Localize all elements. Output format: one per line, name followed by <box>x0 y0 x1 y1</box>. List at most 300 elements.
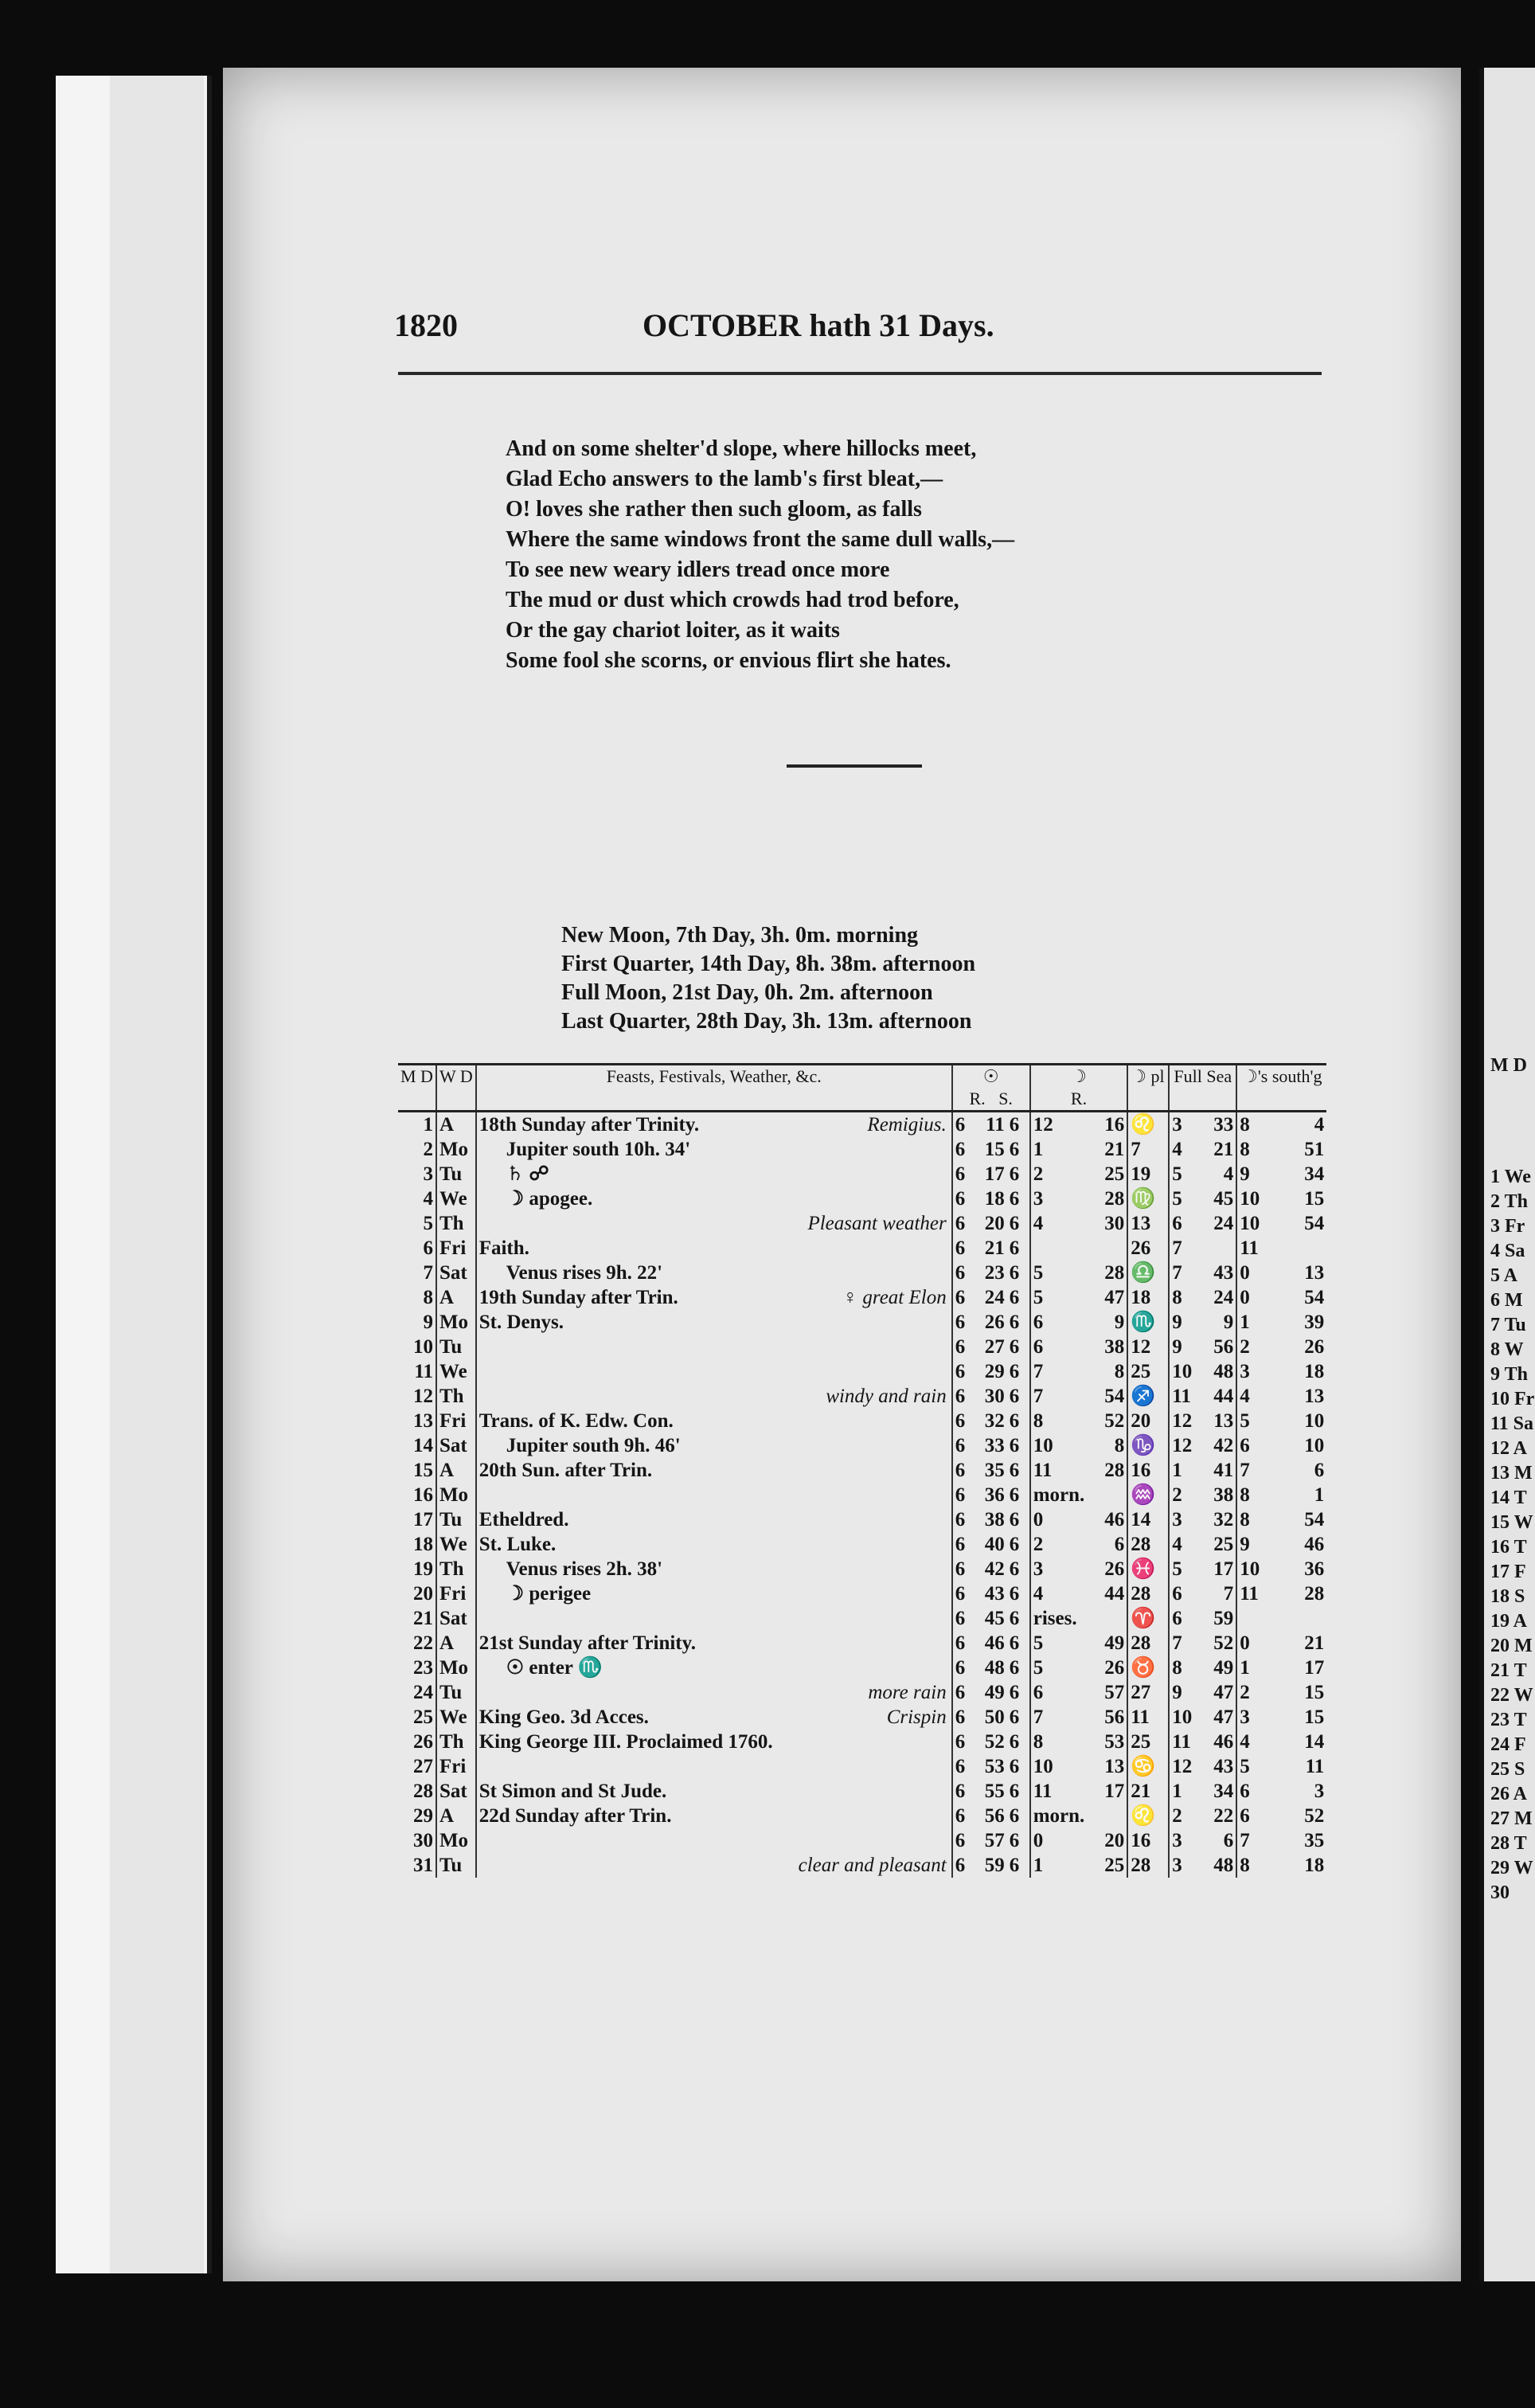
sun-set-hour: 6 <box>1007 1581 1030 1606</box>
moon-south-min: 11 <box>1305 1756 1325 1777</box>
sun-set-hour: 6 <box>1007 1285 1030 1310</box>
moon-place: 12 <box>1127 1335 1169 1359</box>
moon-rise-min: 13 <box>1087 1754 1127 1779</box>
moon-rise-min: 20 <box>1087 1828 1127 1853</box>
moon-rise-min: 26 <box>1087 1557 1127 1581</box>
next-page-row: 20 M <box>1490 1636 1533 1656</box>
day-number: 8 <box>398 1285 436 1310</box>
moon-south-hour: 6 <box>1240 1805 1250 1827</box>
poem-line: Glad Echo answers to the lamb's first bleat,— <box>506 467 943 491</box>
weekday: A <box>436 1458 476 1483</box>
sun-rise-hour: 6 <box>955 1657 966 1679</box>
feast-note: ♀ great Elon <box>842 1287 947 1308</box>
moon-south-min: 15 <box>1304 1188 1325 1210</box>
sun-rise-min: 36 <box>984 1484 1005 1506</box>
day-number: 4 <box>398 1186 436 1211</box>
full-sea-min: 25 <box>1194 1532 1236 1557</box>
moon-south-hour: 5 <box>1240 1410 1250 1432</box>
day-number: 15 <box>398 1458 436 1483</box>
next-page-row: 8 W <box>1490 1339 1524 1360</box>
table-row <box>398 1186 1326 1211</box>
feast-note: more rain <box>868 1682 947 1703</box>
feast <box>476 1409 952 1433</box>
moon-south-min: 6 <box>1314 1460 1325 1481</box>
moon-rise-hour: morn. <box>1033 1805 1085 1827</box>
sun-set-hour: 6 <box>1007 1384 1030 1409</box>
day-number: 19 <box>398 1557 436 1581</box>
sun-rise-hour: 6 <box>955 1509 966 1530</box>
moon-south-hour: 5 <box>1240 1756 1250 1777</box>
table-row <box>398 1285 1326 1310</box>
moon-rise-hour: 4 <box>1033 1583 1044 1605</box>
table-row <box>398 1483 1326 1507</box>
full-sea-min: 17 <box>1194 1557 1236 1581</box>
moon-rise-min: 26 <box>1087 1656 1127 1680</box>
moon-rise-min <box>1087 1483 1127 1507</box>
moon-south-hour: 6 <box>1240 1435 1250 1456</box>
table-row <box>398 1261 1326 1285</box>
moon-rise-hour: 6 <box>1033 1336 1044 1358</box>
feast <box>476 1236 952 1261</box>
sun-rise-min: 17 <box>984 1163 1005 1185</box>
moon-south-hour: 11 <box>1240 1237 1259 1259</box>
moon-place: 28 <box>1127 1631 1169 1656</box>
sun-rise-hour: 6 <box>955 1139 966 1160</box>
sun-set-hour: 6 <box>1007 1557 1030 1581</box>
full-sea-hour: 7 <box>1172 1237 1182 1259</box>
weekday: A <box>436 1804 476 1828</box>
moon-place: ♉ <box>1127 1656 1169 1680</box>
weekday: A <box>436 1112 476 1138</box>
next-page-row: 24 F <box>1490 1734 1526 1755</box>
moon-south-hour: 3 <box>1240 1706 1250 1728</box>
feast-text: Jupiter south 10h. 34' <box>506 1139 691 1160</box>
weekday: Th <box>436 1557 476 1581</box>
table-row <box>398 1656 1326 1680</box>
moon-south-hour: 6 <box>1240 1781 1250 1802</box>
next-page-row: 29 W <box>1490 1858 1533 1878</box>
sun-rise-min: 46 <box>984 1632 1005 1654</box>
feast <box>476 1853 952 1878</box>
full-sea-hour: 5 <box>1172 1188 1182 1210</box>
poem-line: And on some shelter'd slope, where hillocks meet, <box>506 436 977 461</box>
day-number: 28 <box>398 1779 436 1804</box>
table-row <box>398 1532 1326 1557</box>
moon-rise-hour: 0 <box>1033 1509 1044 1530</box>
moon-place: 28 <box>1127 1532 1169 1557</box>
col-feasts: Feasts, Festivals, Weather, &c. <box>476 1065 952 1112</box>
sun-set-hour: 6 <box>1007 1211 1030 1236</box>
next-page-row: 13 M <box>1490 1463 1533 1484</box>
sun-set-hour: 6 <box>1007 1335 1030 1359</box>
moon-south-min: 1 <box>1314 1484 1325 1506</box>
feast-text: St. Denys. <box>478 1312 564 1333</box>
next-page-row: 10 Fr <box>1490 1389 1535 1409</box>
moon-south-min <box>1274 1236 1326 1261</box>
moon-place: ♏ <box>1127 1310 1169 1335</box>
full-sea-min: 22 <box>1194 1804 1236 1828</box>
moon-rise-hour: 11 <box>1033 1781 1053 1802</box>
moon-rise-min: 25 <box>1087 1853 1127 1878</box>
day-number: 5 <box>398 1211 436 1236</box>
feast-text: King Geo. 3d Acces. <box>478 1706 649 1728</box>
sun-rise-min: 32 <box>984 1410 1005 1432</box>
sun-rise-hour: 6 <box>955 1312 966 1333</box>
sun-set-hour: 6 <box>1007 1433 1030 1458</box>
feast <box>476 1557 952 1581</box>
sun-set-hour: 6 <box>1007 1606 1030 1631</box>
next-page-row: 16 T <box>1490 1537 1527 1558</box>
feast <box>476 1828 952 1853</box>
sun-set-hour: 6 <box>1007 1853 1030 1878</box>
moon-south-min: 13 <box>1304 1386 1325 1407</box>
next-page-row: 25 S <box>1490 1759 1525 1780</box>
feast <box>476 1186 952 1211</box>
sun-rise-hour: 6 <box>955 1435 966 1456</box>
weekday: Fri <box>436 1754 476 1779</box>
moon-place: 18 <box>1127 1285 1169 1310</box>
weekday: We <box>436 1359 476 1384</box>
moon-south-min: 54 <box>1304 1213 1325 1234</box>
weekday: Tu <box>436 1335 476 1359</box>
next-page-row: 23 T <box>1490 1710 1527 1730</box>
day-number: 3 <box>398 1162 436 1186</box>
table-row <box>398 1853 1326 1878</box>
sun-rise-label: R. <box>969 1089 986 1108</box>
full-sea-hour: 9 <box>1172 1682 1182 1703</box>
sun-rise-min: 18 <box>984 1188 1005 1210</box>
table-row <box>398 1705 1326 1730</box>
next-page-row: 21 T <box>1490 1660 1527 1681</box>
weekday: Mo <box>436 1483 476 1507</box>
full-sea-min: 52 <box>1194 1631 1236 1656</box>
moon-rise-min: 56 <box>1087 1705 1127 1730</box>
moon-place: 21 <box>1127 1779 1169 1804</box>
day-number: 22 <box>398 1631 436 1656</box>
full-sea-min <box>1194 1236 1236 1261</box>
moon-south-hour <box>1236 1606 1274 1631</box>
moon-south-min: 34 <box>1304 1163 1325 1185</box>
feast-text: Jupiter south 9h. 46' <box>506 1435 681 1456</box>
feast <box>476 1261 952 1285</box>
moon-rise-hour: 11 <box>1033 1460 1053 1481</box>
feast-text: 18th Sunday after Trinity. <box>478 1114 700 1136</box>
moon-rise-hour: 1 <box>1033 1139 1044 1160</box>
moon-south-hour: 10 <box>1240 1188 1260 1210</box>
sun-set-hour: 6 <box>1007 1162 1030 1186</box>
sun-rise-min: 11 <box>986 1114 1005 1136</box>
feast <box>476 1754 952 1779</box>
moon-place: 16 <box>1127 1828 1169 1853</box>
next-page-row: 28 T <box>1490 1833 1527 1854</box>
sun-rise-min: 35 <box>984 1460 1005 1481</box>
sun-rise-min: 59 <box>984 1855 1005 1876</box>
table-row <box>398 1112 1326 1138</box>
sun-rise-hour: 6 <box>955 1262 966 1284</box>
sun-set-hour: 6 <box>1007 1310 1030 1335</box>
moon-rise-hour: 10 <box>1033 1435 1053 1456</box>
moon-phase-line: New Moon, 7th Day, 3h. 0m. morning <box>561 923 919 948</box>
moon-place: 27 <box>1127 1680 1169 1705</box>
col-full-sea: Full Sea <box>1169 1065 1236 1112</box>
day-number: 29 <box>398 1804 436 1828</box>
feast <box>476 1631 952 1656</box>
moon-south-hour: 1 <box>1240 1657 1250 1679</box>
moon-rise-hour: 2 <box>1033 1534 1044 1555</box>
moon-rise-min: 30 <box>1087 1211 1127 1236</box>
sun-rise-hour: 6 <box>955 1336 966 1358</box>
weekday: Fri <box>436 1581 476 1606</box>
moon-south-hour: 8 <box>1240 1484 1250 1506</box>
moon-place: ♌ <box>1127 1804 1169 1828</box>
moon-place: ♐ <box>1127 1384 1169 1409</box>
sun-rise-hour: 6 <box>955 1361 966 1382</box>
feast-text: ☉ enter ♏ <box>506 1657 603 1679</box>
table-row <box>398 1162 1326 1186</box>
full-sea-hour: 3 <box>1172 1114 1182 1136</box>
moon-rise-hour: 1 <box>1033 1855 1044 1876</box>
feast <box>476 1335 952 1359</box>
day-number: 18 <box>398 1532 436 1557</box>
sun-rise-hour: 6 <box>955 1731 966 1753</box>
feast-text: Trans. of K. Edw. Con. <box>478 1410 674 1432</box>
sun-rise-min: 48 <box>984 1657 1005 1679</box>
sun-set-hour: 6 <box>1007 1137 1030 1162</box>
weekday: A <box>436 1285 476 1310</box>
sun-rise-hour: 6 <box>955 1855 966 1876</box>
feast <box>476 1433 952 1458</box>
sun-rise-hour: 6 <box>955 1682 966 1703</box>
day-number: 10 <box>398 1335 436 1359</box>
full-sea-min: 46 <box>1194 1730 1236 1754</box>
moon-rise-min: 28 <box>1087 1186 1127 1211</box>
full-sea-hour: 12 <box>1172 1435 1193 1456</box>
sun-rise-min: 57 <box>984 1830 1005 1851</box>
moon-place: 20 <box>1127 1409 1169 1433</box>
moon-rise-min <box>1087 1804 1127 1828</box>
table-row <box>398 1359 1326 1384</box>
next-page-row: 27 M <box>1490 1808 1533 1829</box>
sun-rise-min: 20 <box>984 1213 1005 1234</box>
table-row <box>398 1409 1326 1433</box>
moon-place: ♎ <box>1127 1261 1169 1285</box>
weekday: We <box>436 1705 476 1730</box>
sun-set-hour: 6 <box>1007 1828 1030 1853</box>
divider <box>787 764 922 768</box>
moon-place: ♑ <box>1127 1433 1169 1458</box>
table-row <box>398 1680 1326 1705</box>
full-sea-min: 45 <box>1194 1186 1236 1211</box>
header-rule <box>398 372 1322 375</box>
moon-rise-hour: 4 <box>1033 1213 1044 1234</box>
moon-south-min: 26 <box>1304 1336 1325 1358</box>
full-sea-min: 24 <box>1194 1285 1236 1310</box>
moon-south-min: 35 <box>1304 1830 1325 1851</box>
moon-place: ♋ <box>1127 1754 1169 1779</box>
full-sea-min: 6 <box>1194 1828 1236 1853</box>
weekday: Tu <box>436 1507 476 1532</box>
col-month-day: M D <box>398 1065 436 1112</box>
feast-text: ♄ ☍ <box>506 1163 549 1185</box>
sun-set-hour: 6 <box>1007 1680 1030 1705</box>
full-sea-min: 13 <box>1194 1409 1236 1433</box>
moon-south-min: 13 <box>1304 1262 1325 1284</box>
day-number: 12 <box>398 1384 436 1409</box>
full-sea-hour: 2 <box>1172 1805 1182 1827</box>
moon-south-hour: 9 <box>1240 1534 1250 1555</box>
table-row <box>398 1754 1326 1779</box>
full-sea-min: 48 <box>1194 1853 1236 1878</box>
table-row <box>398 1631 1326 1656</box>
full-sea-min: 48 <box>1194 1359 1236 1384</box>
moon-symbol: ☽ <box>1071 1066 1087 1086</box>
moon-place: ♌ <box>1127 1112 1169 1138</box>
sun-symbol: ☉ <box>982 1066 999 1086</box>
sun-rise-hour: 6 <box>955 1163 966 1185</box>
full-sea-hour: 3 <box>1172 1830 1182 1851</box>
day-number: 27 <box>398 1754 436 1779</box>
sun-set-hour: 6 <box>1007 1507 1030 1532</box>
sun-rise-min: 42 <box>984 1558 1005 1580</box>
sun-set-hour: 6 <box>1007 1804 1030 1828</box>
moon-rise-hour: 8 <box>1033 1731 1044 1753</box>
day-number: 6 <box>398 1236 436 1261</box>
sun-set-hour: 6 <box>1007 1236 1030 1261</box>
next-page-row: 4 Sa <box>1490 1241 1525 1261</box>
moon-south-min: 46 <box>1304 1534 1325 1555</box>
day-number: 16 <box>398 1483 436 1507</box>
sun-rise-hour: 6 <box>955 1188 966 1210</box>
sun-rise-min: 53 <box>984 1756 1005 1777</box>
almanac-page <box>223 68 1461 2281</box>
next-page-row: 11 Sa <box>1490 1413 1534 1434</box>
table-row <box>398 1236 1326 1261</box>
full-sea-min: 43 <box>1194 1261 1236 1285</box>
year: 1820 <box>394 307 458 343</box>
moon-south-min: 28 <box>1304 1583 1325 1605</box>
moon-south-min: 15 <box>1304 1682 1325 1703</box>
day-number: 25 <box>398 1705 436 1730</box>
sun-rise-min: 56 <box>984 1805 1005 1827</box>
weekday: Th <box>436 1211 476 1236</box>
full-sea-hour: 9 <box>1172 1336 1182 1358</box>
full-sea-hour: 8 <box>1172 1657 1182 1679</box>
sun-rise-hour: 6 <box>955 1583 966 1605</box>
feast-text: 21st Sunday after Trinity. <box>478 1632 696 1654</box>
sun-set-hour: 6 <box>1007 1754 1030 1779</box>
day-number: 14 <box>398 1433 436 1458</box>
sun-rise-hour: 6 <box>955 1805 966 1827</box>
moon-place: 16 <box>1127 1458 1169 1483</box>
full-sea-min: 47 <box>1194 1680 1236 1705</box>
feast-text: Etheldred. <box>478 1509 569 1530</box>
table-row <box>398 1458 1326 1483</box>
full-sea-min: 32 <box>1194 1507 1236 1532</box>
moon-south-hour: 2 <box>1240 1682 1250 1703</box>
full-sea-min: 33 <box>1194 1112 1236 1138</box>
full-sea-hour: 11 <box>1172 1731 1191 1753</box>
full-sea-hour: 4 <box>1172 1139 1182 1160</box>
sun-set-hour: 6 <box>1007 1631 1030 1656</box>
moon-south-hour: 8 <box>1240 1855 1250 1876</box>
moon-place: 28 <box>1127 1853 1169 1878</box>
feast-text: 20th Sun. after Trin. <box>478 1460 653 1481</box>
sun-set-hour: 6 <box>1007 1458 1030 1483</box>
full-sea-min: 43 <box>1194 1754 1236 1779</box>
moon-rise-hour: 2 <box>1033 1163 1044 1185</box>
moon-south-min: 39 <box>1304 1312 1325 1333</box>
full-sea-hour: 5 <box>1172 1163 1182 1185</box>
moon-rise-hour: 5 <box>1033 1287 1044 1308</box>
sun-rise-min: 29 <box>984 1361 1005 1382</box>
feast <box>476 1705 952 1730</box>
sun-rise-min: 49 <box>984 1682 1005 1703</box>
full-sea-hour: 5 <box>1172 1558 1182 1580</box>
sun-set-hour: 6 <box>1007 1532 1030 1557</box>
table-row <box>398 1384 1326 1409</box>
day-number: 7 <box>398 1261 436 1285</box>
full-sea-hour: 4 <box>1172 1534 1182 1555</box>
next-page-row: 9 Th <box>1490 1364 1528 1385</box>
feast-text: Faith. <box>478 1237 529 1259</box>
full-sea-hour: 7 <box>1172 1632 1182 1654</box>
poem-line: Or the gay chariot loiter, as it waits <box>506 618 840 643</box>
moon-rise-min: 9 <box>1087 1310 1127 1335</box>
moon-place: 25 <box>1127 1359 1169 1384</box>
table-row <box>398 1557 1326 1581</box>
sun-rise-hour: 6 <box>955 1237 966 1259</box>
full-sea-hour: 7 <box>1172 1262 1182 1284</box>
day-number: 20 <box>398 1581 436 1606</box>
next-page-row: 14 T <box>1490 1487 1527 1508</box>
poem <box>506 434 1014 676</box>
next-page-row: 17 F <box>1490 1562 1526 1582</box>
moon-south-hour: 0 <box>1240 1632 1250 1654</box>
sun-rise-hour: 6 <box>955 1287 966 1308</box>
moon-rise-hour: 6 <box>1033 1682 1044 1703</box>
moon-rise-min <box>1087 1236 1127 1261</box>
day-number: 23 <box>398 1656 436 1680</box>
weekday: We <box>436 1532 476 1557</box>
moon-phase-line: First Quarter, 14th Day, 8h. 38m. afternoon <box>561 952 976 976</box>
moon-place: 25 <box>1127 1730 1169 1754</box>
next-page-row: 26 A <box>1490 1784 1528 1804</box>
moon-south-min: 15 <box>1304 1706 1325 1728</box>
sun-rise-min: 40 <box>984 1534 1005 1555</box>
moon-south-min: 21 <box>1304 1632 1325 1654</box>
moon-place: ♓ <box>1127 1557 1169 1581</box>
moon-south-min: 10 <box>1304 1410 1325 1432</box>
moon-south-min: 54 <box>1304 1287 1325 1308</box>
feast <box>476 1532 952 1557</box>
table-row <box>398 1730 1326 1754</box>
table-row <box>398 1804 1326 1828</box>
poem-line: Where the same windows front the same dull walls,— <box>506 527 1015 552</box>
next-page-row: 2 Th <box>1490 1191 1528 1212</box>
feast <box>476 1581 952 1606</box>
feast <box>476 1285 952 1310</box>
moon-south-hour: 3 <box>1240 1361 1250 1382</box>
moon-place: 19 <box>1127 1162 1169 1186</box>
table-header-row <box>398 1065 1326 1112</box>
day-number: 17 <box>398 1507 436 1532</box>
sun-rise-hour: 6 <box>955 1706 966 1728</box>
next-page-row: 3 Fr <box>1490 1216 1525 1237</box>
feast-note: clear and pleasant <box>798 1855 947 1876</box>
sun-rise-hour: 6 <box>955 1410 966 1432</box>
feast <box>476 1137 952 1162</box>
sun-rise-min: 15 <box>984 1139 1005 1160</box>
